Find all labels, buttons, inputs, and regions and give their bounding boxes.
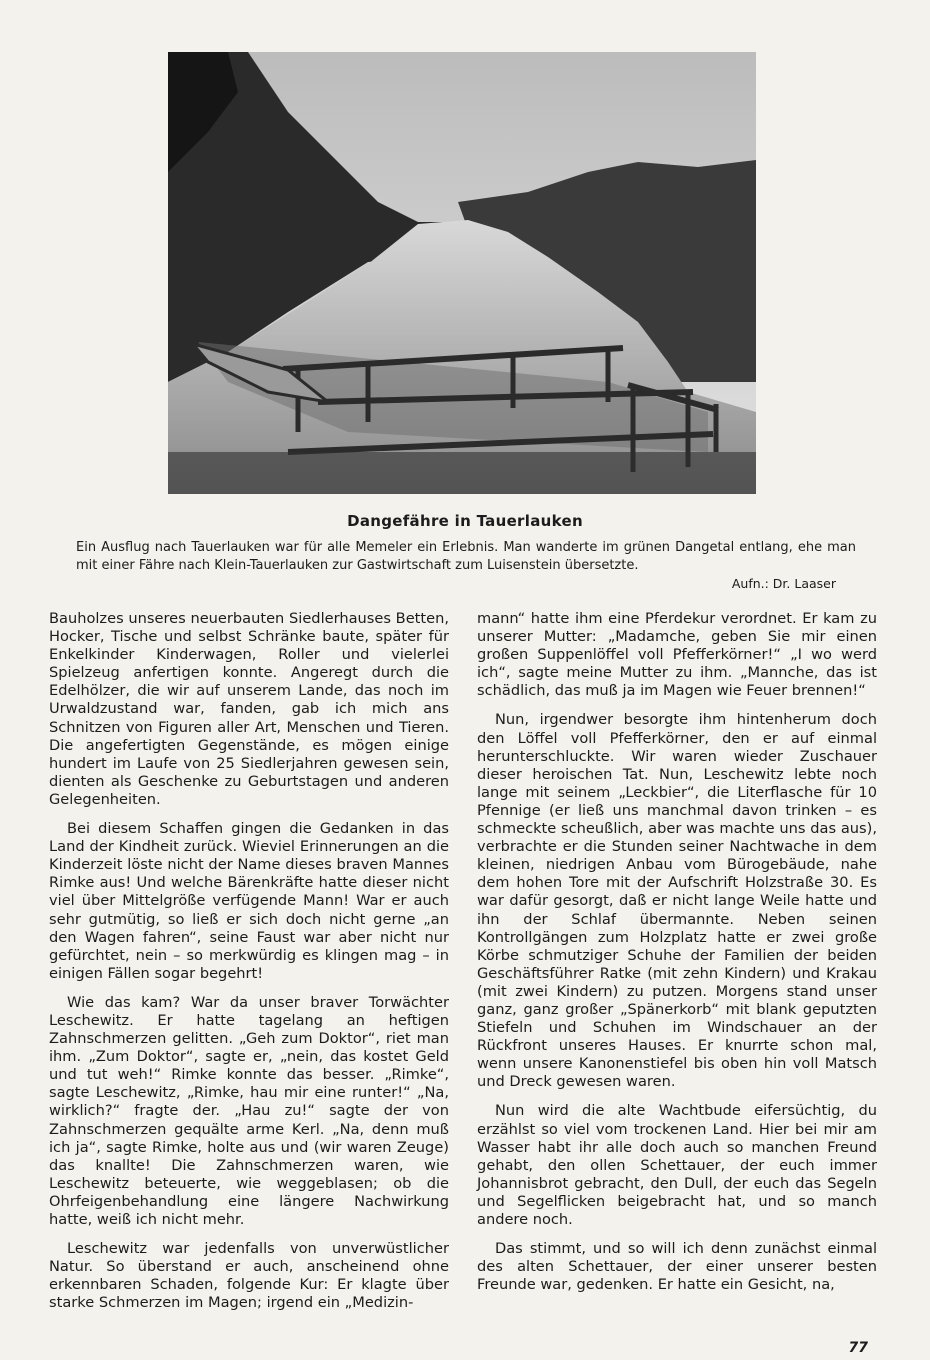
paragraph: Nun wird die alte Wachtbude eifersüchtig, du erzählst so viel vom trockenen Land. Hier bei mir am Wasser habt ihr alle doch auch so manchen Freund gehabt, den ollen Schettauer, der euch immer Johannisbrot gebracht, den Dull, der euch das Segeln und Segelflicken beigebracht hat, und so manch andere noch. [477,1102,877,1228]
photo-credit: Aufn.: Dr. Laaser [731,576,836,591]
figure-title: Dangefähre in Tauerlauken [347,512,583,530]
paragraph: Bauholzes unseres neuerbauten Siedlerhauses Betten, Hocker, Tische und selbst Schränke baute, später für Enkelkinder Kinderwagen, Roller und vielerlei Spielzeug anfertigen konnte. Angeregt durch die Edelhölzer, die wir auf unserem Lande, das noch im Urwaldzustand war, fanden, gab ich mich ans Schnitzen von Figuren aller Art, Menschen und Tieren. Die angefertigten Gegenstände, es mögen einige hundert im Laufe von 25 Siedlerjahren gewesen sein, dienten als Geschenke zu Geburtstagen und anderen Gelegenheiten. [49,610,449,808]
paragraph: Leschewitz war jedenfalls von unverwüstlicher Natur. So überstand er auch, anscheinend ohne erkennbaren Schaden, folgende Kur: Er klagte über starke Schmerzen im Magen; irgend ein „Medizin- [49,1240,449,1312]
article-column-right [477,610,877,1305]
figure-caption [76,539,856,575]
paragraph: Wie das kam? War da unser braver Torwächter Leschewitz. Er hatte tagelang an heftigen Zahnschmerzen gelitten. „Geh zum Doktor“, riet man ihm. „Zum Doktor“, sagte er, „nein, das kostet Geld und tut weh!“ Rimke konnte das besser. „Rimke“, sagte Leschewitz, „Rimke, hau mir eine runter!“ „Na, wirklich?“ fragte der. „Hau zu!“ sagte der von Zahnschmerzen gequälte arme Kerl. „Na, denn muß ich ja“, sagte Rimke, holte aus und (wir waren Zeuge) das knallte! Die Zahnschmerzen waren, wie Leschewitz beteuerte, wie weggeblasen; ob die Ohrfeigenbehandlung eine längere Nachwirkung hatte, weiß ich nicht mehr. [49,993,449,1228]
figure-caption-text: Ein Ausflug nach Tauerlauken war für alle Memeler ein Erlebnis. Man wanderte im grünen Dangetal entlang, ehe man mit einer Fähre nach Klein-Tauerlauken zur Gastwirtschaft zum Luisenstein übersetzte. [76,540,856,573]
article-column-left [49,610,449,1323]
paragraph: Das stimmt, und so will ich denn zunächst einmal des alten Schettauer, der einer unserer besten Freunde war, gedenken. Er hatte ein Gesicht, na, [477,1240,877,1294]
ferry-photograph [168,52,756,494]
paragraph: Nun, irgendwer besorgte ihm hintenherum doch den Löffel voll Pfefferkörner, den er auf einmal herunterschluckte. Wir waren wieder Zuschauer dieser heroischen Tat. Nun, Leschewitz lebte noch lange mit seinem „Leckbier“, die Literflasche für 10 Pfennige (er ließ uns manchmal davon trinken – es schmeckte scheußlich, aber was machte uns das aus), verbrachte er die Stunden seiner Nachtwache in dem kleinen, niedrigen Anbau vom Bürogebäude, nahe dem hohen Tore mit der Aufschrift Holzstraße 30. Es war dafür gesorgt, daß er nicht lange Weile hatte und ihn der Schlaf übermannte. Neben seinen Kontrollgängen zum Holzplatz hatte er zwei große Körbe schmutziger Schuhe der Familien der beiden Geschäftsführer Ratke (mit zehn Kindern) und Krakau (mit zwei Kindern) zu putzen. Morgens stand unser ganz, ganz großer „Spänerkorb“ mit blank geputzten Stiefeln und Schuhen im Windschauer an der Rückfront unseres Hauses. Er knurrte schon mal, wenn unsere Kanonenstiefel bis oben hin voll Matsch und Dreck gewesen waren. [477,711,877,1091]
paragraph: mann“ hatte ihm eine Pferdekur verordnet. Er kam zu unserer Mutter: „Madamche, geben Sie mir einen großen Suppenlöffel voll Pfefferkörner!“ „I wo werd ich“, sagte meine Mutter zu ihm. „Mannche, das ist schädlich, das muß ja im Magen wie Feuer brennen!“ [477,610,877,700]
page-number: 77 [848,1340,868,1356]
paragraph: Bei diesem Schaffen gingen die Gedanken in das Land der Kindheit zurück. Wieviel Erinnerungen an die Kinderzeit löste nicht der Name dieses braven Mannes Rimke aus! Und welche Bärenkräfte hatte dieser nicht viel über Mittelgröße verfügende Mann! War er auch sehr gutmütig, so ließ er sich doch nicht gerne „an den Wagen fahren“, seine Faust war aber nicht nur gefürchtet, nein – so merkwürdig es klingen mag – in einigen Fällen sogar begehrt! [49,820,449,982]
